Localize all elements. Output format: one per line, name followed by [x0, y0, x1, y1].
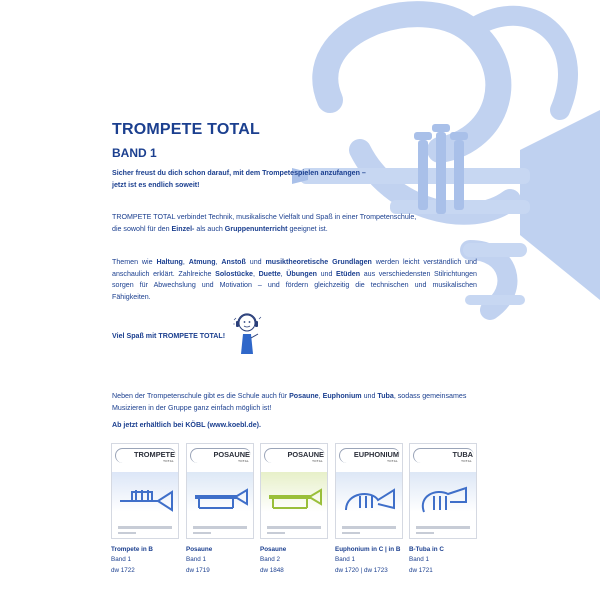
p1-line-1: TROMPETE TOTAL verbindet Technik, musikalische Vielfalt und Spaß in einer Trompetenschule, — [112, 213, 417, 221]
cover-subtitle: TOTAL — [387, 459, 398, 463]
book-name: Posaune — [186, 546, 213, 553]
book-item[interactable] — [260, 443, 328, 576]
cover-title: POSAUNE — [213, 450, 250, 459]
availability-note: Ab jetzt erhältlich bei KÖBL (www.koebl.de). — [112, 421, 261, 429]
book-code: dw 1720 | dw 1723 — [335, 566, 388, 574]
book-cover[interactable] — [186, 443, 254, 539]
book-cover[interactable] — [335, 443, 403, 539]
book-label — [335, 545, 403, 576]
page-subtitle: BAND 1 — [112, 146, 157, 160]
cover-title: TROMPETE — [133, 450, 175, 459]
closing-line: Viel Spaß mit TROMPETE TOTAL! — [112, 332, 226, 340]
kid-with-headphones-illustration — [232, 312, 262, 356]
book-code: dw 1848 — [260, 566, 284, 574]
trombone-icon — [193, 486, 249, 516]
book-band: Band 2 — [260, 556, 280, 564]
p1-line-2: die sowohl für den Einzel- als auch Gruppenunterricht geeignet ist. — [112, 224, 328, 233]
intro-line-2: jetzt ist es endlich soweit! — [112, 180, 200, 189]
tuba-icon — [416, 486, 472, 516]
book-name: B-Tuba in C — [409, 546, 444, 553]
cover-subtitle: TOTAL — [312, 459, 323, 463]
book-name: Trompete in B — [111, 546, 153, 553]
book-cover[interactable] — [260, 443, 328, 539]
book-cover[interactable] — [409, 443, 477, 539]
intro-line-1: Sicher freust du dich schon darauf, mit dem Trompetespielen anzufangen – — [112, 169, 366, 177]
book-band: Band 1 — [111, 556, 131, 564]
book-code: dw 1721 — [409, 566, 433, 574]
book-code: dw 1719 — [186, 566, 210, 574]
book-label — [260, 545, 328, 576]
book-name: Posaune — [260, 546, 287, 553]
book-item[interactable] — [186, 443, 254, 576]
page-title: TROMPETE TOTAL — [112, 121, 260, 138]
book-name: Euphonium in C | in B — [335, 546, 401, 553]
p2-line-3: sorgen für Abwechslung und Motivation – und fördern gleichzeitig die technischen und musikalischen — [112, 281, 477, 290]
book-band: Band 1 — [186, 556, 206, 564]
description-paragraph-2 — [112, 257, 477, 303]
book-item[interactable] — [409, 443, 477, 576]
book-band: Band 1 — [409, 556, 429, 564]
trumpet-icon — [118, 486, 174, 516]
description-paragraph-1 — [112, 212, 477, 235]
book-label — [409, 545, 477, 576]
cover-subtitle: TOTAL — [461, 459, 472, 463]
cover-title: POSAUNE — [287, 450, 324, 459]
book-cover[interactable] — [111, 443, 179, 539]
p3-line-2: Musizieren in der Gruppe ganz einfach möglich ist! — [112, 403, 272, 412]
book-series-list — [111, 443, 483, 593]
book-item[interactable] — [335, 443, 403, 576]
p2-line-4: Fähigkeiten. — [112, 292, 151, 301]
euphonium-icon — [342, 486, 398, 516]
cover-subtitle: TOTAL — [238, 459, 249, 463]
intro-paragraph — [112, 168, 477, 191]
book-code: dw 1722 — [111, 566, 135, 574]
cover-title: TUBA — [452, 450, 473, 459]
p2-line-1: Themen wie Haltung, Atmung, Anstoß und musiktheoretische Grundlagen werden leicht verständlich und — [112, 258, 477, 266]
book-band: Band 1 — [335, 556, 355, 564]
book-label — [111, 545, 179, 576]
p2-line-2: anschaulich erklärt. Zahlreiche Solostücke, Duette, Übungen und Etüden aus verschiedensten Stilrichtungen — [112, 269, 477, 278]
cover-title: EUPHONIUM — [353, 450, 399, 459]
book-item[interactable] — [111, 443, 179, 576]
other-editions-paragraph — [112, 391, 480, 414]
p3-line-1: Neben der Trompetenschule gibt es die Schule auch für Posaune, Euphonium und Tuba, sodass gemeinsames — [112, 392, 467, 400]
book-label — [186, 545, 254, 576]
cover-subtitle: TOTAL — [163, 459, 174, 463]
trombone-icon — [267, 486, 323, 516]
